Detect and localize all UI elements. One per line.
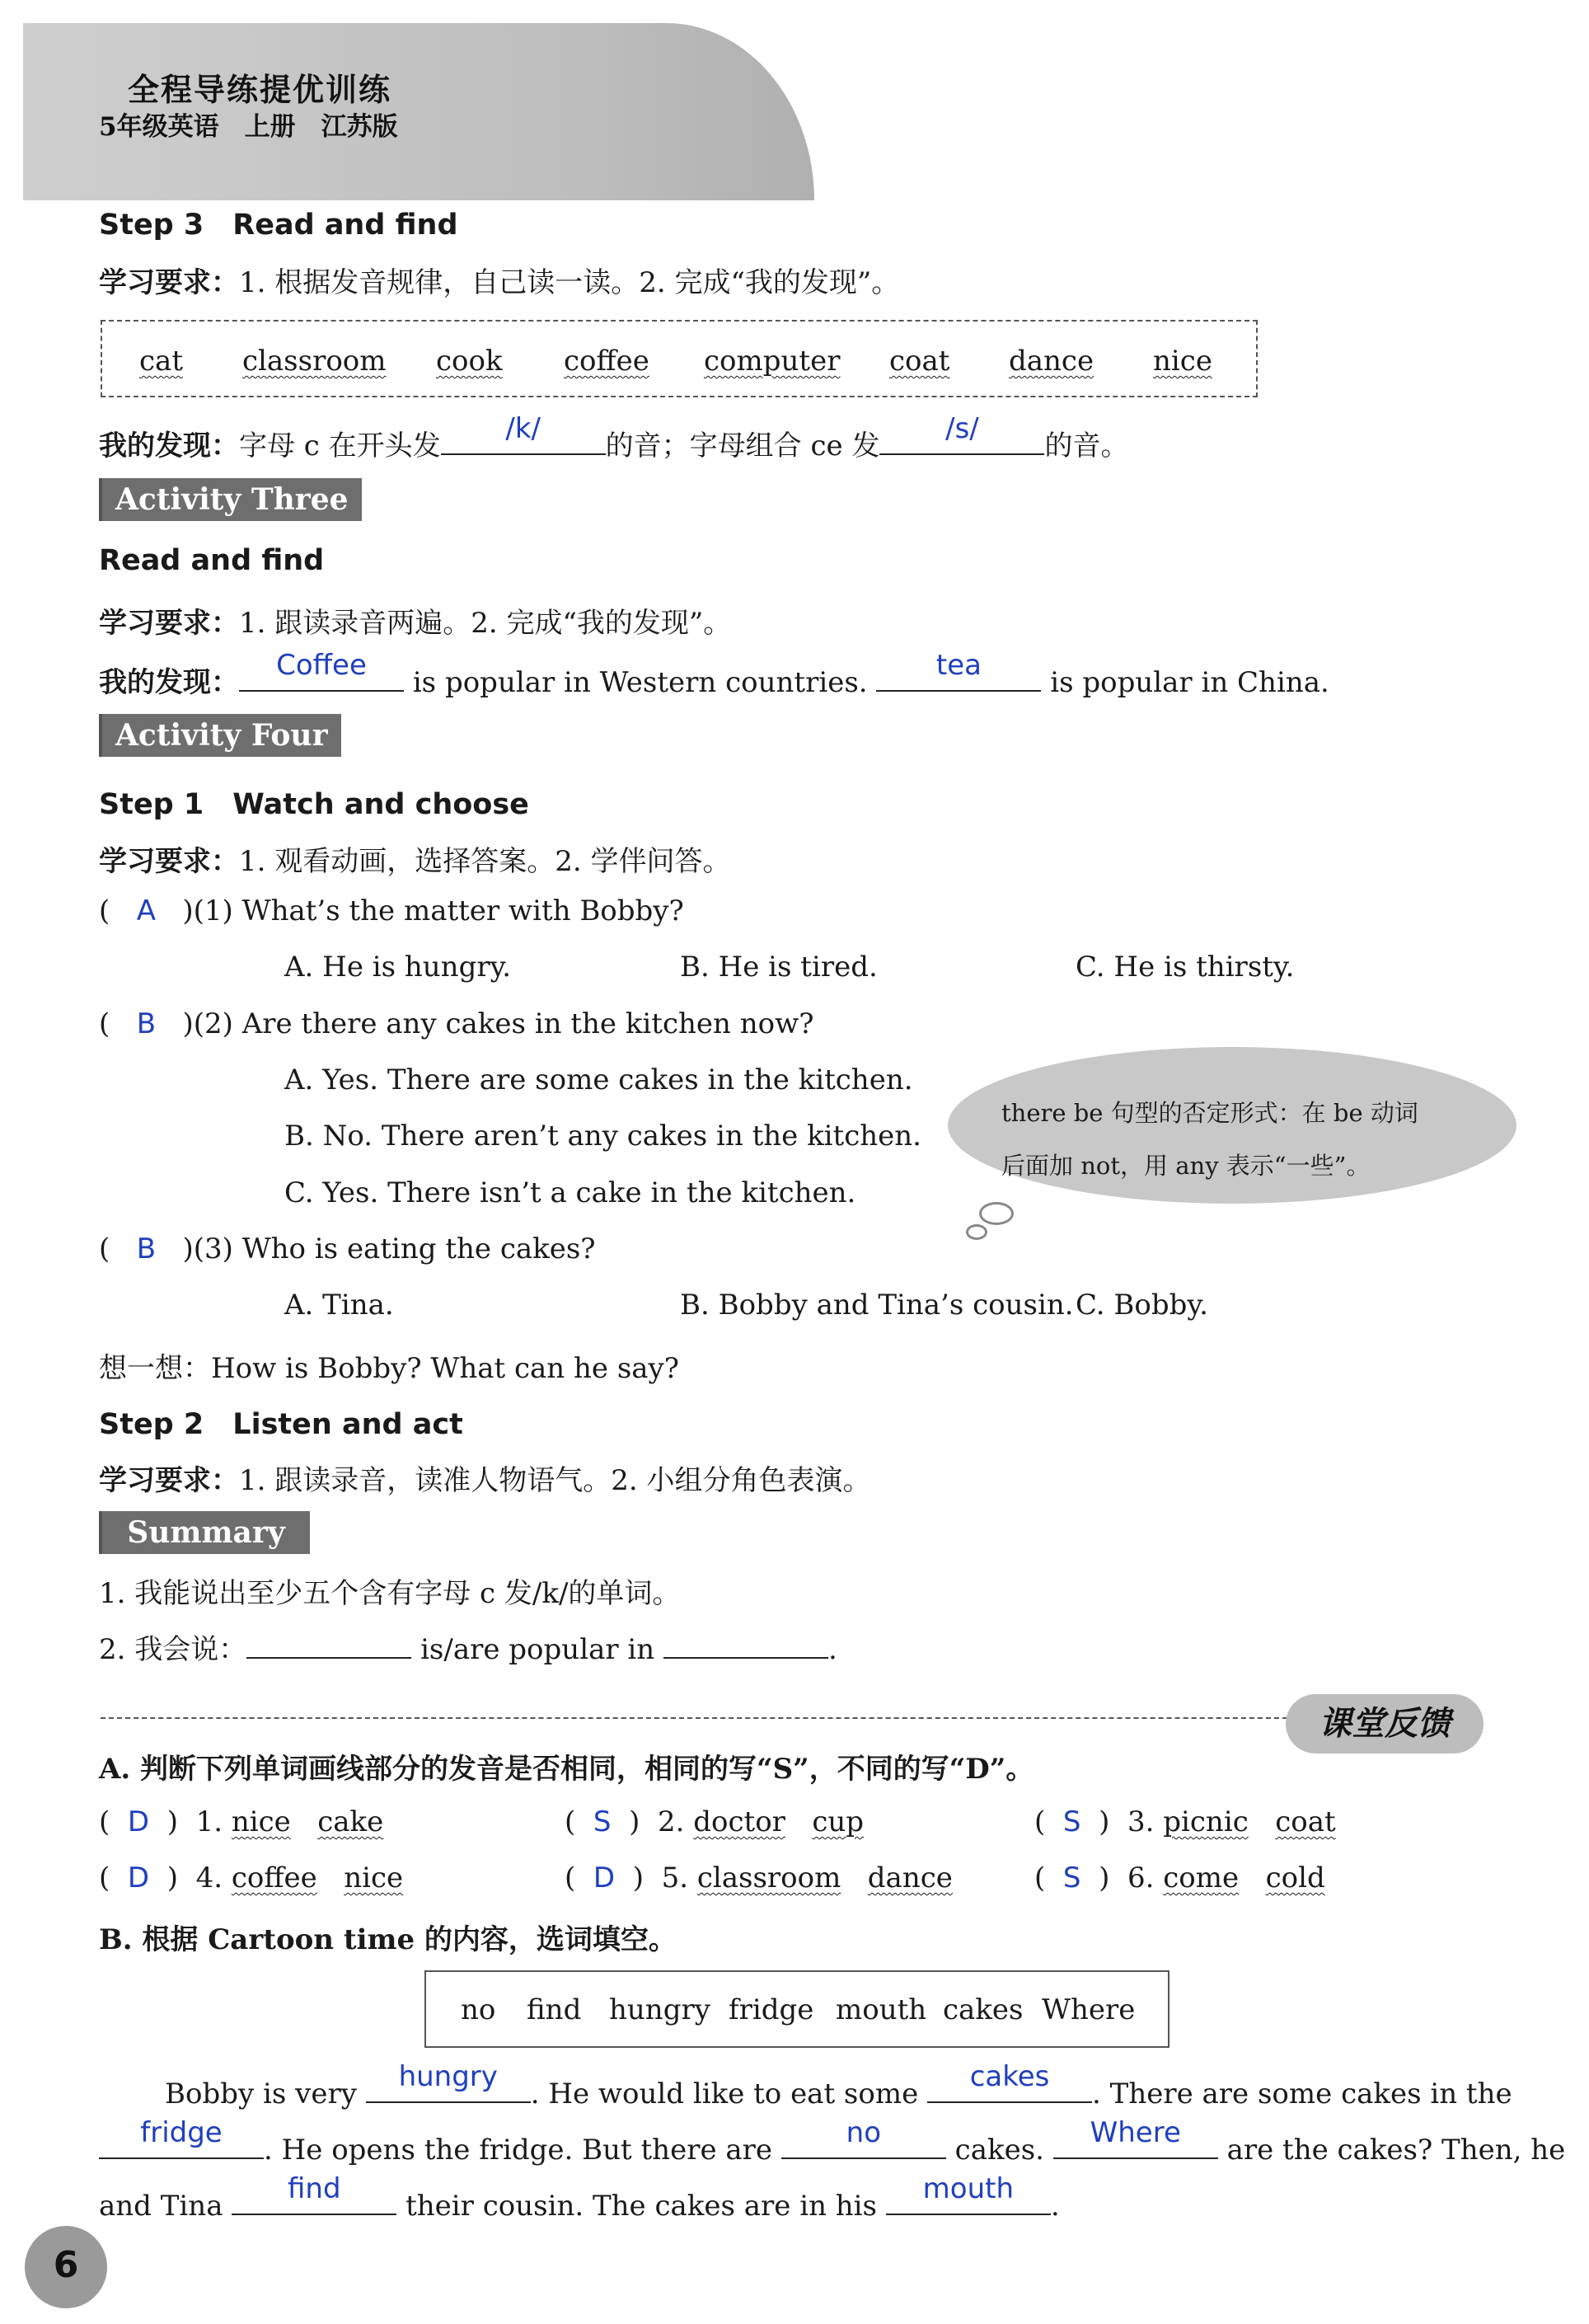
summary-line-1: 1. 我能说出至少五个含有字母 c 发/k/的单词。 [99, 1577, 681, 1610]
word-item: computer [704, 345, 841, 378]
word-bank [424, 1970, 1169, 2048]
judge-item: ( S ) 2. doctor cup [565, 1805, 865, 1838]
activity4-requirement: 学习要求：1. 观看动画，选择答案。2. 学伴问答。 [99, 845, 731, 878]
option-b: B. He is tired. [680, 951, 878, 984]
word-bank-item: hungry [609, 1993, 710, 2026]
option-c: C. He is thirsty. [1076, 951, 1295, 984]
option-b: B. No. There aren’t any cakes in the kitchen. [284, 1120, 921, 1153]
word-item: nice [1153, 345, 1212, 378]
answer-blank[interactable]: tea [876, 657, 1041, 692]
word-bank-item: mouth [836, 1993, 927, 2026]
judge-item: ( D ) 5. classroom dance [565, 1862, 953, 1894]
word-bank-item: cakes [943, 1993, 1024, 2026]
think-prompt: 想一想：How is Bobby? What can he say? [99, 1352, 679, 1385]
question-2: ( B )(2) Are there any cakes in the kitchen now? [99, 1007, 814, 1040]
option-a: A. Yes. There are some cakes in the kitchen. [284, 1063, 913, 1096]
bubble-tail [966, 1224, 987, 1240]
judge-item: ( S ) 6. come cold [1034, 1862, 1325, 1894]
option-c: C. Yes. There isn’t a cake in the kitchen. [284, 1176, 856, 1209]
word-item: coat [889, 345, 950, 378]
tip-line-2: 后面加 not，用 any 表示“一些”。 [1001, 1152, 1371, 1180]
book-title: 全程导练提优训练 [128, 71, 392, 108]
word-bank-item: find [527, 1993, 582, 2026]
activity4-step2: Step 2 Listen and act [99, 1408, 463, 1441]
cloze-line-2: fridge . He opens the fridge. But there are no cakes. Where are the cakes? Then, he [99, 2128, 1565, 2167]
activity-four-banner: Activity Four [99, 714, 341, 757]
activity4-requirement-2: 学习要求：1. 跟读录音，读准人物语气。2. 小组分角色表演。 [99, 1464, 871, 1497]
answer-blank[interactable]: fridge [99, 2128, 264, 2159]
answer-blank[interactable]: cakes [927, 2072, 1092, 2103]
activity3-requirement: 学习要求：1. 跟读录音两遍。2. 完成“我的发现”。 [99, 607, 732, 640]
answer-blank[interactable]: /s/ [879, 420, 1044, 455]
activity4-step1: Step 1 Watch and choose [99, 788, 529, 821]
tip-line-1: there be 句型的否定形式：在 be 动词 [1001, 1099, 1418, 1127]
activity3-discovery: 我的发现： Coffee is popular in Western countries. tea is popular in China. [99, 649, 1329, 699]
activity-three-banner: Activity Three [99, 478, 362, 521]
word-item: coffee [564, 345, 649, 378]
section-divider [101, 1717, 1287, 1719]
judge-item: ( S ) 3. picnic coat [1034, 1805, 1336, 1838]
answer-blank[interactable]: Coffee [239, 657, 404, 692]
summary-line-2: 2. 我会说： is/are popular in . [99, 1627, 837, 1667]
bubble-tail [979, 1202, 1014, 1225]
judge-item: ( D ) 4. coffee nice [99, 1862, 404, 1894]
answer-blank[interactable]: Where [1053, 2128, 1218, 2159]
cloze-line-1: Bobby is very hungry . He would like to eat some cakes . There are some cakes in the [165, 2060, 1512, 2110]
word-item: classroom [242, 345, 387, 378]
page-number-badge [25, 2226, 107, 2308]
option-b: B. Bobby and Tina’s cousin. [680, 1289, 1074, 1322]
word-bank-item: Where [1042, 1993, 1136, 2026]
activity3-heading: Read and find [99, 544, 325, 577]
answer-blank[interactable] [246, 1627, 411, 1659]
section-a-title: A. 判断下列单词画线部分的发音是否相同，相同的写“S”，不同的写“D”。 [99, 1753, 1034, 1786]
word-item: dance [1009, 345, 1094, 378]
answer-blank[interactable]: no [781, 2128, 946, 2159]
question-3: ( B )(3) Who is eating the cakes? [99, 1232, 596, 1265]
answer-blank[interactable]: mouth [886, 2184, 1051, 2215]
word-item: cat [139, 345, 183, 378]
step3-heading: Step 3 Read and find [99, 209, 458, 242]
judge-item: ( D ) 1. nice cake [99, 1805, 384, 1838]
feedback-badge: 课堂反馈 [1286, 1694, 1484, 1754]
summary-banner: Summary [99, 1511, 310, 1554]
answer-blank[interactable]: /k/ [441, 420, 606, 455]
section-b-title: B. 根据 Cartoon time 的内容，选词填空。 [99, 1923, 677, 1956]
word-bank-item: fridge [729, 1993, 814, 2026]
answer-blank[interactable]: find [232, 2184, 396, 2215]
word-bank-item: no [461, 1993, 496, 2026]
cloze-line-3: and Tina find their cousin. The cakes are in his mouth . [99, 2172, 1060, 2223]
question-1: ( A )(1) What’s the matter with Bobby? [99, 894, 684, 927]
answer-blank[interactable] [663, 1627, 828, 1659]
word-box [101, 320, 1258, 397]
step3-discovery: 我的发现：字母 c 在开头发 /k/ 的音；字母组合 ce 发 /s/ 的音。 [99, 412, 1129, 462]
step3-requirement: 学习要求：1. 根据发音规律，自己读一读。2. 完成“我的发现”。 [99, 266, 900, 299]
option-c: C. Bobby. [1076, 1289, 1208, 1322]
answer-blank[interactable]: hungry [366, 2072, 531, 2103]
word-item: cook [436, 345, 503, 378]
page-number: 6 [53, 2244, 79, 2286]
book-subtitle: 5年级英语 上册 江苏版 [99, 112, 398, 142]
option-a: A. He is hungry. [284, 951, 512, 984]
option-a: A. Tina. [284, 1289, 394, 1322]
